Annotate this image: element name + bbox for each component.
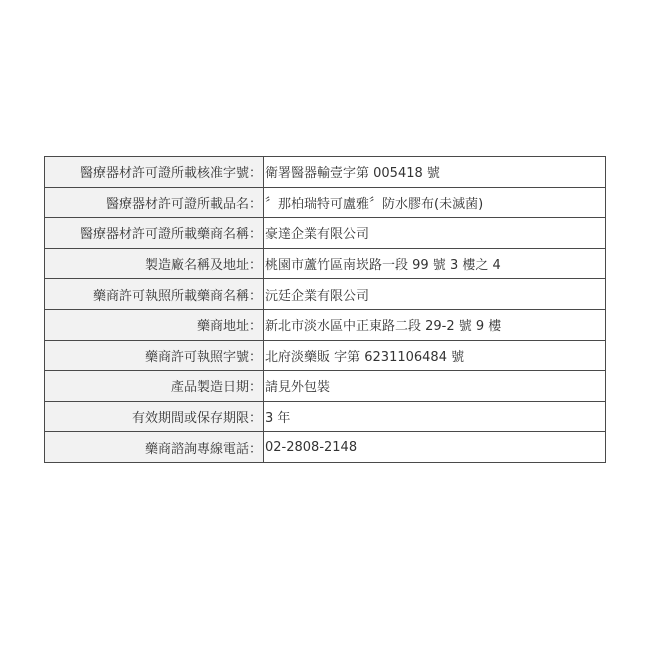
table-row — [45, 401, 606, 432]
row-value: 豪達企業有限公司 — [264, 218, 606, 249]
table-row — [45, 279, 606, 310]
row-value: 北府淡藥販 字第 6231106484 號 — [264, 340, 606, 371]
row-label: 有效期間或保存期限： — [45, 401, 264, 432]
table-row — [45, 432, 606, 463]
table-row — [45, 340, 606, 371]
row-label: 醫療器材許可證所載藥商名稱： — [45, 218, 264, 249]
row-value: 沅廷企業有限公司 — [264, 279, 606, 310]
row-label: 產品製造日期： — [45, 371, 264, 402]
table-row — [45, 371, 606, 402]
table-row — [45, 187, 606, 218]
row-label: 藥商許可執照所載藥商名稱： — [45, 279, 264, 310]
row-value: 02-2808-2148 — [264, 432, 606, 463]
row-label: 醫療器材許可證所載核准字號： — [45, 157, 264, 188]
row-value: 衛署醫器輸壹字第 005418 號 — [264, 157, 606, 188]
table-row — [45, 309, 606, 340]
product-info-table — [44, 156, 606, 463]
row-label: 製造廠名稱及地址： — [45, 248, 264, 279]
row-value: 請見外包裝 — [264, 371, 606, 402]
row-value: 桃園市蘆竹區南崁路一段 99 號 3 樓之 4 — [264, 248, 606, 279]
row-label: 藥商許可執照字號： — [45, 340, 264, 371]
row-label: 醫療器材許可證所載品名： — [45, 187, 264, 218]
row-label: 藥商諮詢專線電話： — [45, 432, 264, 463]
row-value: 新北市淡水區中正東路二段 29-2 號 9 樓 — [264, 309, 606, 340]
table-row — [45, 248, 606, 279]
row-value: 〞那柏瑞特可盧雅〞防水膠布(未滅菌) — [264, 187, 606, 218]
row-value: 3 年 — [264, 401, 606, 432]
row-label: 藥商地址： — [45, 309, 264, 340]
table-row — [45, 157, 606, 188]
table-row — [45, 218, 606, 249]
